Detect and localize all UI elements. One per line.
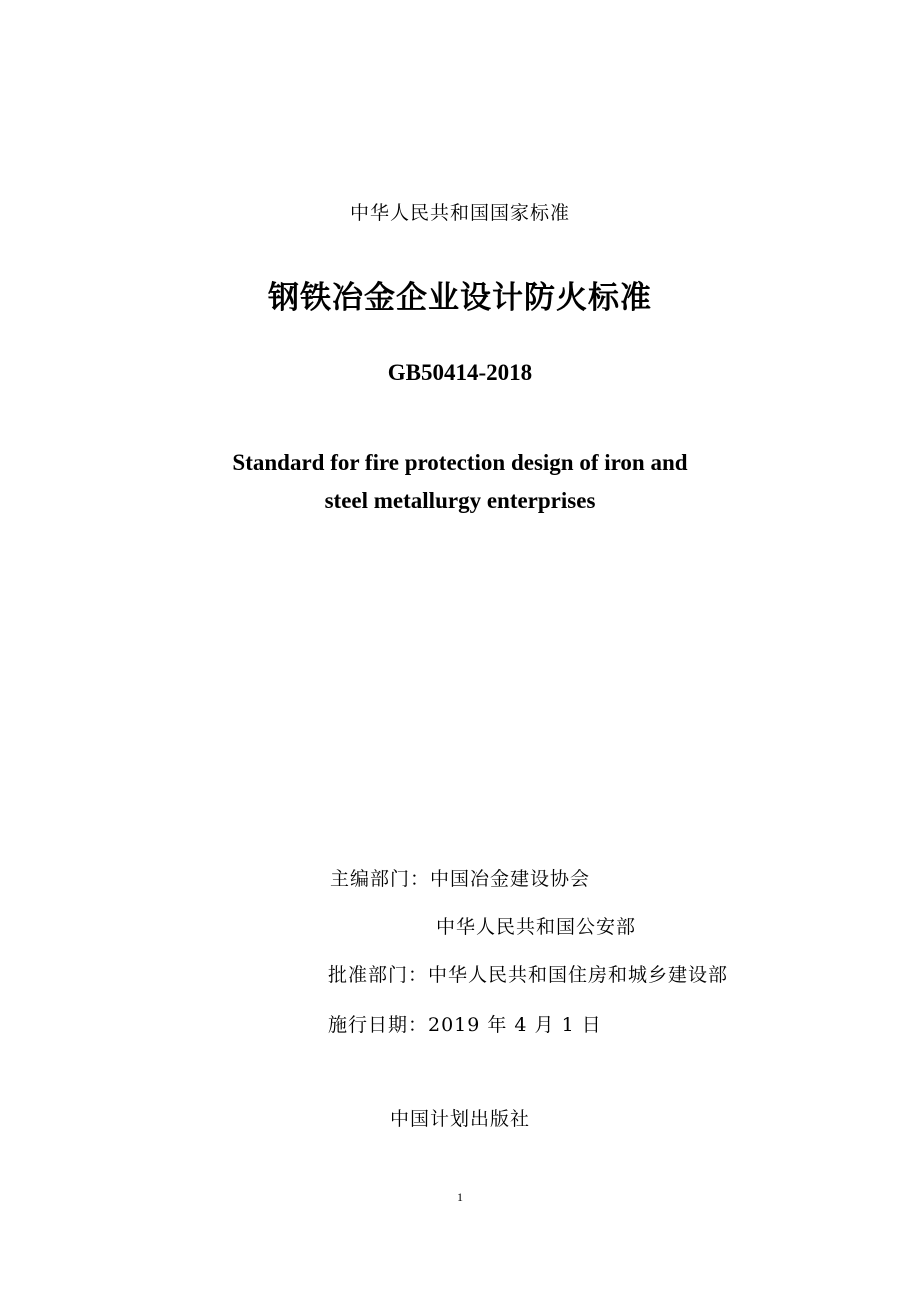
- effective-date: 施行日期：2019 年 4 月 1 日: [328, 1014, 602, 1036]
- page-number: 1: [457, 1190, 463, 1204]
- document-title-english: [0, 444, 920, 520]
- publisher: 中国计划出版社: [389, 1108, 530, 1130]
- title-english-line-2: steel metallurgy enterprises: [324, 488, 596, 513]
- chief-editor-line-1: 主编部门：中国冶金建设协会: [330, 868, 591, 890]
- standard-number: GB50414-2018: [387, 360, 533, 385]
- title-english-line-1: Standard for fire protection design of iron and: [232, 450, 688, 475]
- approval-department: 批准部门：中华人民共和国住房和城乡建设部: [328, 964, 729, 986]
- national-standard-label: 中华人民共和国国家标准: [349, 202, 570, 224]
- chief-editor-line-2: 中华人民共和国公安部: [436, 916, 637, 938]
- document-title-chinese: 钢铁冶金企业设计防火标准: [268, 280, 652, 316]
